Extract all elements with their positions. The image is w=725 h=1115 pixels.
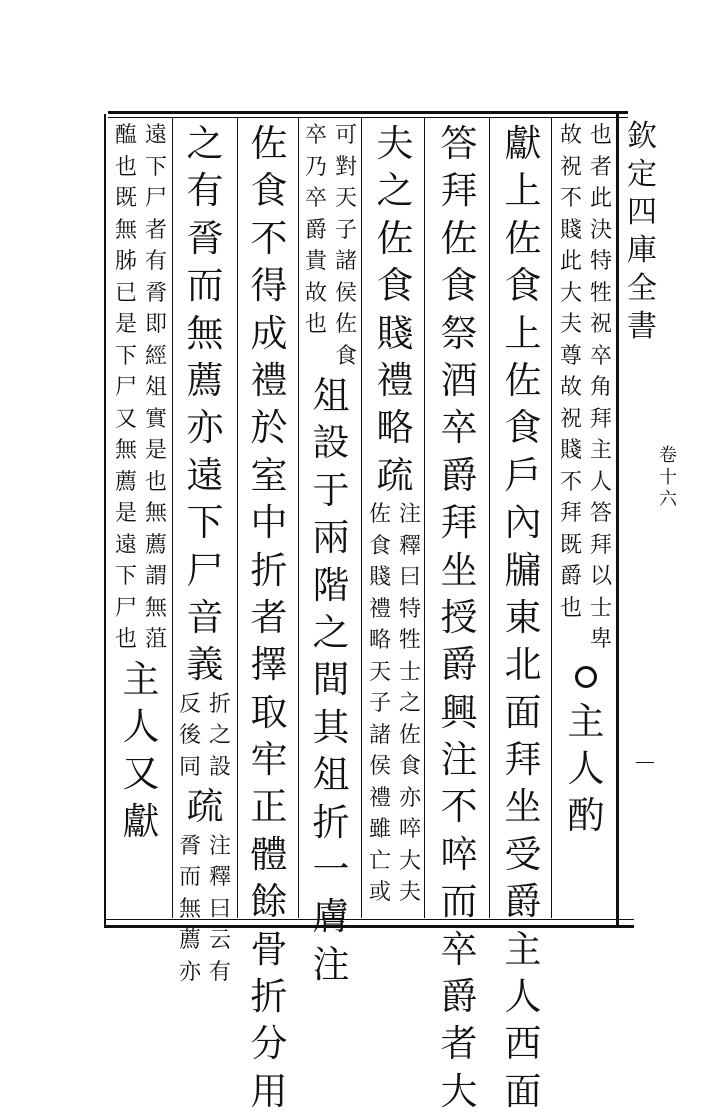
main-char: 卒 — [440, 406, 478, 450]
main-char: 正 — [250, 785, 288, 829]
commentary-char: 貴 — [304, 249, 327, 274]
commentary-char: 賤 — [559, 438, 582, 463]
main-char: 拜 — [440, 169, 478, 213]
main-char: 餘 — [250, 880, 288, 924]
commentary-char: 士 — [398, 659, 421, 685]
text-column — [116, 120, 166, 845]
commentary-char: 薦 — [114, 469, 137, 495]
commentary-char: 食 — [398, 754, 421, 780]
main-char: 注 — [440, 738, 478, 782]
column-divider — [298, 118, 299, 918]
commentary-char: 也 — [304, 312, 327, 337]
main-char: 擇 — [250, 643, 288, 687]
commentary-char: 故 — [559, 123, 582, 148]
text-column — [180, 120, 230, 988]
main-char: 疏 — [186, 785, 224, 829]
main-char: 體 — [250, 832, 288, 876]
commentary-char: 釋 — [398, 533, 421, 559]
commentary-char: 下 — [144, 154, 167, 180]
commentary-char: 禮 — [368, 785, 391, 811]
main-char: 室 — [250, 453, 288, 497]
commentary-char: 有 — [208, 959, 231, 985]
main-char: 食 — [250, 169, 288, 213]
commentary-char: 禮 — [368, 596, 391, 622]
main-char: 爵 — [440, 453, 478, 497]
main-char: 拜 — [504, 738, 542, 782]
main-char: 卒 — [440, 927, 478, 971]
main-char: 大 — [440, 1069, 478, 1113]
main-char: 北 — [504, 643, 542, 687]
main-char: 膚 — [312, 895, 350, 939]
commentary-right-line — [208, 831, 232, 989]
main-char: 兩 — [312, 516, 350, 560]
commentary-char: 佐 — [398, 722, 421, 748]
page-edge-juan — [650, 445, 686, 511]
main-char: 答 — [440, 122, 478, 165]
main-text — [436, 736, 482, 1115]
commentary-char: 啐 — [398, 817, 421, 843]
commentary-char: 侯 — [368, 754, 391, 780]
commentary-char: 亦 — [178, 959, 201, 985]
main-char: 佐 — [440, 216, 478, 260]
main-text — [436, 120, 482, 736]
commentary-char: 經 — [144, 343, 167, 369]
commentary-char: 也 — [144, 469, 167, 495]
commentary-double-line — [559, 120, 612, 656]
main-text — [182, 120, 228, 689]
main-char: 折 — [250, 548, 288, 592]
commentary-right-line — [334, 120, 358, 372]
commentary-char: 折 — [208, 691, 231, 717]
main-char: 興 — [440, 690, 478, 734]
header-title — [622, 118, 662, 346]
main-char: 設 — [312, 421, 350, 465]
main-char: 于 — [312, 468, 350, 512]
commentary-char: 遠 — [144, 123, 167, 148]
commentary-double-line — [114, 120, 167, 656]
juan-number — [650, 445, 686, 511]
main-char: 主 — [122, 657, 160, 701]
top-border-inner-rule — [108, 117, 628, 118]
main-char: 於 — [250, 406, 288, 450]
column-divider — [424, 118, 425, 918]
commentary-char: 卑 — [589, 627, 612, 652]
main-text — [182, 783, 228, 830]
main-char: 之 — [186, 122, 224, 165]
commentary-char: 可 — [334, 123, 357, 148]
commentary-char: 答 — [589, 501, 612, 526]
commentary-char: 尸 — [114, 595, 137, 621]
main-char: 坐 — [440, 548, 478, 592]
commentary-char: 卒 — [304, 123, 327, 148]
header-char: 書 — [627, 309, 657, 344]
commentary-char: 佐 — [334, 312, 357, 337]
commentary-left-line — [114, 120, 138, 656]
commentary-double-line — [368, 499, 421, 909]
main-text — [563, 698, 609, 840]
commentary-char: 曰 — [208, 896, 231, 922]
commentary-char: 俎 — [144, 375, 167, 400]
commentary-char: 人 — [589, 469, 612, 495]
main-char: 骨 — [250, 927, 288, 971]
main-char: 獻 — [122, 799, 160, 843]
text-column — [434, 120, 484, 1115]
main-char: 薦 — [186, 358, 224, 402]
commentary-char: 是 — [114, 501, 137, 526]
commentary-char: 拜 — [559, 501, 582, 526]
left-border-rule — [104, 114, 106, 926]
commentary-char: 侯 — [334, 280, 357, 306]
commentary-char: 拜 — [589, 532, 612, 558]
main-char: 人 — [122, 704, 160, 748]
commentary-char: 無 — [114, 217, 137, 243]
commentary-char: 大 — [559, 280, 582, 306]
main-char: 而 — [440, 880, 478, 924]
header-char: 全 — [627, 271, 657, 306]
main-char: 禮 — [376, 358, 414, 402]
main-char: 食 — [376, 264, 414, 308]
commentary-char: 諸 — [334, 249, 357, 274]
commentary-char: 乃 — [304, 154, 327, 180]
main-char: 牖 — [504, 548, 542, 592]
column-divider — [551, 118, 552, 918]
commentary-char: 者 — [144, 217, 167, 243]
main-text — [372, 452, 418, 499]
main-char: 爵 — [504, 880, 542, 924]
main-char: 爵 — [440, 643, 478, 687]
commentary-char: 祝 — [559, 154, 582, 180]
commentary-char: 卒 — [304, 186, 327, 211]
commentary-char: 謂 — [144, 564, 167, 589]
commentary-char: 故 — [304, 280, 327, 306]
commentary-char: 主 — [589, 438, 612, 463]
main-char: 內 — [504, 501, 542, 545]
commentary-char: 遠 — [114, 532, 137, 558]
commentary-char: 士 — [589, 595, 612, 621]
column-divider — [489, 118, 490, 918]
commentary-right-line — [144, 120, 168, 656]
right-border-rule — [616, 114, 619, 926]
main-char: 上 — [504, 311, 542, 355]
commentary-char: 同 — [178, 754, 201, 780]
commentary-char: 注 — [208, 833, 231, 859]
commentary-char: 天 — [368, 659, 391, 685]
commentary-char: 實 — [144, 406, 167, 432]
commentary-char: 牲 — [398, 628, 421, 654]
main-char: 食 — [440, 264, 478, 308]
commentary-char: 者 — [589, 154, 612, 180]
commentary-char: 尸 — [114, 375, 137, 400]
main-char: 折 — [312, 800, 350, 844]
main-text — [118, 656, 164, 846]
main-char: 又 — [122, 752, 160, 796]
main-char: 分 — [250, 1022, 288, 1066]
main-char: 東 — [504, 595, 542, 639]
commentary-left-line — [368, 499, 392, 909]
main-char: 酌 — [567, 794, 605, 838]
commentary-char: 無 — [114, 438, 137, 463]
commentary-char: 後 — [178, 723, 201, 749]
commentary-double-line — [304, 120, 357, 372]
main-char: 脀 — [186, 216, 224, 260]
commentary-char: 既 — [114, 186, 137, 211]
main-char: 食 — [504, 264, 542, 308]
commentary-char: 祝 — [559, 406, 582, 432]
header-char: 定 — [627, 157, 657, 192]
commentary-right-line — [398, 499, 422, 909]
commentary-char: 注 — [398, 502, 421, 528]
main-char: 牢 — [250, 738, 288, 782]
commentary-char: 爵 — [559, 564, 582, 589]
main-char: 略 — [376, 406, 414, 450]
commentary-char: 故 — [559, 375, 582, 400]
main-char: 間 — [312, 658, 350, 702]
commentary-char: 子 — [368, 691, 391, 717]
text-column — [561, 120, 611, 840]
main-char: 遠 — [186, 453, 224, 497]
main-char: 人 — [567, 746, 605, 790]
main-char: 疏 — [376, 453, 414, 497]
commentary-char: 天 — [334, 186, 357, 211]
main-char: 成 — [250, 311, 288, 355]
commentary-double-line — [178, 831, 231, 989]
main-char: 獻 — [504, 122, 542, 165]
commentary-char: 此 — [559, 249, 582, 274]
commentary-char: 爵 — [304, 217, 327, 243]
commentary-char: 既 — [559, 532, 582, 558]
main-char: 面 — [504, 1069, 542, 1113]
column-divider — [361, 118, 362, 918]
commentary-char: 以 — [589, 564, 612, 589]
commentary-char: 下 — [114, 564, 137, 589]
main-char: 上 — [504, 169, 542, 213]
commentary-char: 子 — [334, 217, 357, 243]
commentary-char: 亡 — [368, 848, 391, 874]
main-char: 祭 — [440, 311, 478, 355]
commentary-left-line — [559, 120, 583, 656]
commentary-char: 雖 — [368, 817, 391, 843]
edge-mark — [636, 762, 654, 763]
main-text — [308, 941, 354, 988]
main-char: 西 — [504, 1022, 542, 1066]
commentary-char: 是 — [144, 438, 167, 463]
main-char: 面 — [504, 690, 542, 734]
main-char: 受 — [504, 832, 542, 876]
main-char: 者 — [440, 1022, 478, 1066]
main-char: 音 — [186, 595, 224, 639]
main-char: 有 — [186, 169, 224, 213]
main-char: 一 — [312, 847, 350, 891]
main-char: 酒 — [440, 358, 478, 402]
main-text — [308, 372, 354, 941]
main-char: 階 — [312, 563, 350, 607]
text-column — [370, 120, 420, 909]
commentary-char: 有 — [144, 249, 167, 274]
commentary-double-line — [178, 689, 231, 784]
main-char: 不 — [250, 216, 288, 260]
juan-char: 六 — [659, 489, 677, 510]
main-char: 爵 — [440, 975, 478, 1019]
commentary-char: 賤 — [368, 565, 391, 591]
commentary-char: 又 — [114, 406, 137, 432]
juan-char: 卷 — [659, 445, 677, 466]
commentary-char: 脀 — [144, 280, 167, 306]
top-border-rule — [108, 111, 628, 114]
main-char: 不 — [440, 785, 478, 829]
commentary-char: 薦 — [144, 532, 167, 558]
main-char: 俎 — [312, 753, 350, 797]
commentary-char: 決 — [589, 217, 612, 243]
commentary-char: 牲 — [589, 280, 612, 306]
main-char: 之 — [376, 169, 414, 213]
main-char: 用 — [250, 1069, 288, 1113]
main-char: 無 — [186, 311, 224, 355]
main-char: 夫 — [376, 122, 414, 165]
juan-char: 十 — [659, 467, 677, 488]
header-char: 庫 — [627, 233, 657, 268]
commentary-char: 反 — [178, 691, 201, 717]
main-char: 啐 — [440, 832, 478, 876]
main-char: 賤 — [376, 311, 414, 355]
main-char: 取 — [250, 690, 288, 734]
main-char: 之 — [312, 610, 350, 654]
commentary-char: 夫 — [559, 312, 582, 337]
commentary-char: 云 — [208, 928, 231, 954]
commentary-char: 夫 — [398, 880, 421, 906]
header-char: 四 — [627, 195, 657, 230]
main-char: 佐 — [250, 122, 288, 165]
commentary-char: 食 — [334, 343, 357, 369]
commentary-char: 已 — [114, 280, 137, 306]
main-text — [372, 120, 418, 452]
commentary-char: 拜 — [589, 406, 612, 432]
commentary-char: 卒 — [589, 343, 612, 369]
commentary-char: 胏 — [114, 249, 137, 274]
commentary-char: 即 — [144, 312, 167, 337]
commentary-char: 不 — [559, 469, 582, 495]
commentary-char: 特 — [589, 249, 612, 274]
commentary-char: 對 — [334, 154, 357, 180]
commentary-char: 無 — [144, 501, 167, 526]
main-char: 坐 — [504, 785, 542, 829]
commentary-char: 無 — [144, 595, 167, 621]
main-text — [246, 120, 292, 1115]
commentary-char: 此 — [589, 186, 612, 211]
column-divider — [237, 118, 238, 918]
main-char: 中 — [250, 501, 288, 545]
commentary-char: 亦 — [398, 785, 421, 811]
commentary-char: 也 — [114, 154, 137, 180]
main-char: 拜 — [440, 501, 478, 545]
commentary-char: 也 — [559, 595, 582, 621]
main-char: 人 — [504, 975, 542, 1019]
commentary-right-line — [208, 689, 232, 784]
commentary-char: 下 — [114, 343, 137, 369]
commentary-char: 是 — [114, 312, 137, 337]
commentary-char: 略 — [368, 628, 391, 654]
text-column — [498, 120, 548, 1115]
column-divider — [172, 118, 173, 918]
commentary-char: 不 — [559, 186, 582, 211]
commentary-left-line — [178, 831, 202, 989]
commentary-char: 或 — [368, 880, 391, 906]
circle-separator-mark — [575, 666, 597, 688]
commentary-left-line — [304, 120, 328, 372]
commentary-char: 特 — [398, 596, 421, 622]
commentary-char: 賤 — [559, 217, 582, 243]
commentary-char: 角 — [589, 375, 612, 400]
text-column — [306, 120, 356, 988]
main-char: 而 — [186, 264, 224, 308]
main-char: 者 — [250, 595, 288, 639]
commentary-char: 而 — [178, 865, 201, 891]
main-char: 主 — [504, 927, 542, 971]
text-column — [244, 120, 294, 1115]
main-char: 主 — [567, 699, 605, 743]
main-char: 授 — [440, 595, 478, 639]
main-char: 佐 — [504, 216, 542, 260]
main-char: 禮 — [250, 358, 288, 402]
main-char: 義 — [186, 643, 224, 687]
main-char: 其 — [312, 705, 350, 749]
commentary-char: 脀 — [178, 833, 201, 859]
commentary-char: 祝 — [589, 312, 612, 337]
main-char: 佐 — [504, 358, 542, 402]
commentary-char: 菹 — [144, 627, 167, 652]
commentary-char: 諸 — [368, 722, 391, 748]
commentary-char: 之 — [398, 691, 421, 717]
main-char: 尸 — [186, 548, 224, 592]
commentary-char: 也 — [589, 123, 612, 148]
main-char: 亦 — [186, 406, 224, 450]
commentary-char: 尊 — [559, 343, 582, 369]
main-char: 佐 — [376, 216, 414, 260]
commentary-char: 佐 — [368, 502, 391, 528]
commentary-char: 無 — [178, 896, 201, 922]
commentary-char: 曰 — [398, 565, 421, 591]
main-char: 戶 — [504, 453, 542, 497]
commentary-char: 大 — [398, 848, 421, 874]
commentary-char: 也 — [114, 627, 137, 652]
main-char: 食 — [504, 406, 542, 450]
commentary-char: 薦 — [178, 928, 201, 954]
commentary-left-line — [178, 689, 202, 784]
header-char: 欽 — [627, 119, 657, 154]
commentary-char: 尸 — [144, 186, 167, 211]
main-char: 折 — [250, 975, 288, 1019]
main-char: 注 — [312, 942, 350, 986]
commentary-char: 之 — [208, 723, 231, 749]
commentary-char: 釋 — [208, 865, 231, 891]
commentary-right-line — [589, 120, 613, 656]
main-char: 俎 — [312, 374, 350, 417]
commentary-char: 設 — [208, 754, 231, 780]
main-text — [500, 120, 546, 1115]
commentary-char: 醢 — [114, 123, 137, 148]
page-edge-header — [622, 118, 662, 346]
main-char: 下 — [186, 501, 224, 545]
commentary-char: 食 — [368, 533, 391, 559]
main-char: 得 — [250, 264, 288, 308]
